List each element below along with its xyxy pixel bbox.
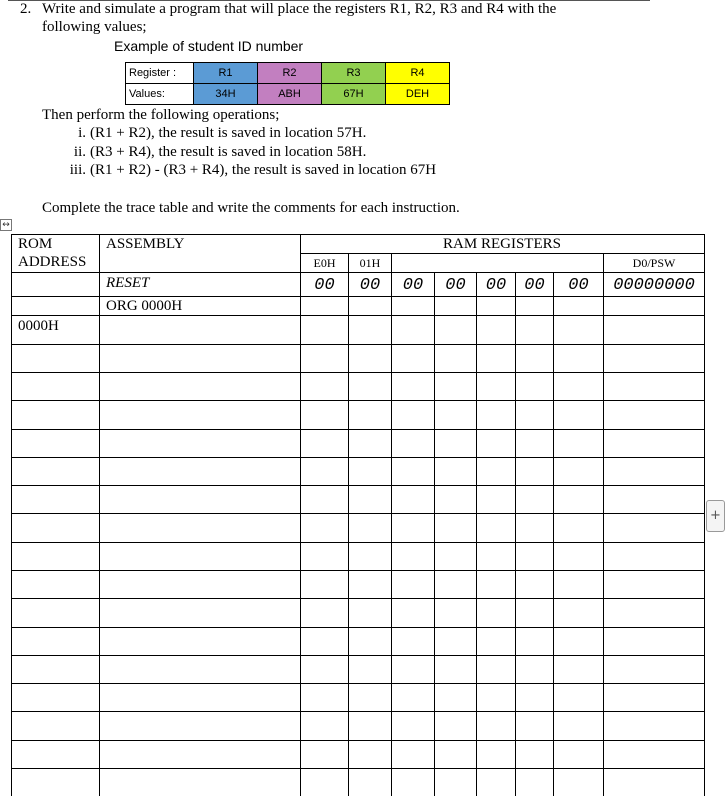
operation-text: (R1 + R2) - (R3 + R4), the result is saved in location 67H	[90, 162, 437, 178]
operations-intro: Then perform the following operations;	[42, 107, 280, 123]
subheader-e0h: E0H	[313, 256, 336, 270]
operation-text: (R3 + R4), the result is saved in location 58H.	[90, 144, 367, 160]
assembly-header: ASSEMBLY	[106, 236, 185, 252]
register-name-r4: R4	[386, 63, 450, 84]
operation-number: ii.	[73, 144, 86, 160]
example-title: Example of student ID number	[114, 38, 304, 54]
reset-value[interactable]: 00	[485, 276, 507, 295]
register-name-r2: R2	[258, 63, 322, 84]
register-row-label: Register :	[126, 63, 194, 84]
reset-value[interactable]: 00	[359, 276, 381, 295]
rom-header: ROM	[18, 236, 53, 252]
register-value-r2: ABH	[258, 84, 322, 105]
register-value-r1: 34H	[194, 84, 258, 105]
question-text-1: Write and simulate a program that will place the registers R1, R2, R3 and R4 with the	[42, 1, 557, 17]
operation-number: i.	[78, 125, 86, 141]
reset-value[interactable]: 00	[314, 276, 335, 295]
values-row-label: Values:	[126, 84, 194, 105]
subheader-01h: 01H	[359, 256, 381, 270]
instruction-text: Complete the trace table and write the comments for each instruction.	[42, 200, 460, 216]
ram-registers-header: RAM REGISTERS	[443, 236, 561, 252]
first-rom-address: 0000H	[18, 318, 59, 334]
register-name-r3: R3	[322, 63, 386, 84]
reset-label: RESET	[106, 275, 150, 291]
reset-value[interactable]: 00	[568, 276, 589, 295]
register-name-r1: R1	[194, 63, 258, 84]
add-row-button[interactable]: +	[706, 500, 725, 532]
question-number: 2.	[20, 1, 32, 17]
table-move-handle-icon[interactable]: ↔	[0, 219, 12, 231]
org-directive: ORG 0000H	[106, 298, 183, 314]
register-value-r4: DEH	[386, 84, 450, 105]
reset-psw-value[interactable]: 00000000	[613, 276, 695, 295]
question-line-2: following values;	[42, 19, 147, 35]
register-value-r3: 67H	[322, 84, 386, 105]
reset-value[interactable]: 00	[402, 276, 424, 295]
subheader-d0-psw: D0/PSW	[632, 256, 676, 270]
reset-value[interactable]: 00	[445, 276, 466, 295]
address-header: ADDRESS	[18, 254, 87, 270]
operation-number: iii.	[69, 162, 86, 178]
operation-text: (R1 + R2), the result is saved in location 57H.	[90, 125, 367, 141]
reset-value[interactable]: 00	[524, 276, 545, 295]
